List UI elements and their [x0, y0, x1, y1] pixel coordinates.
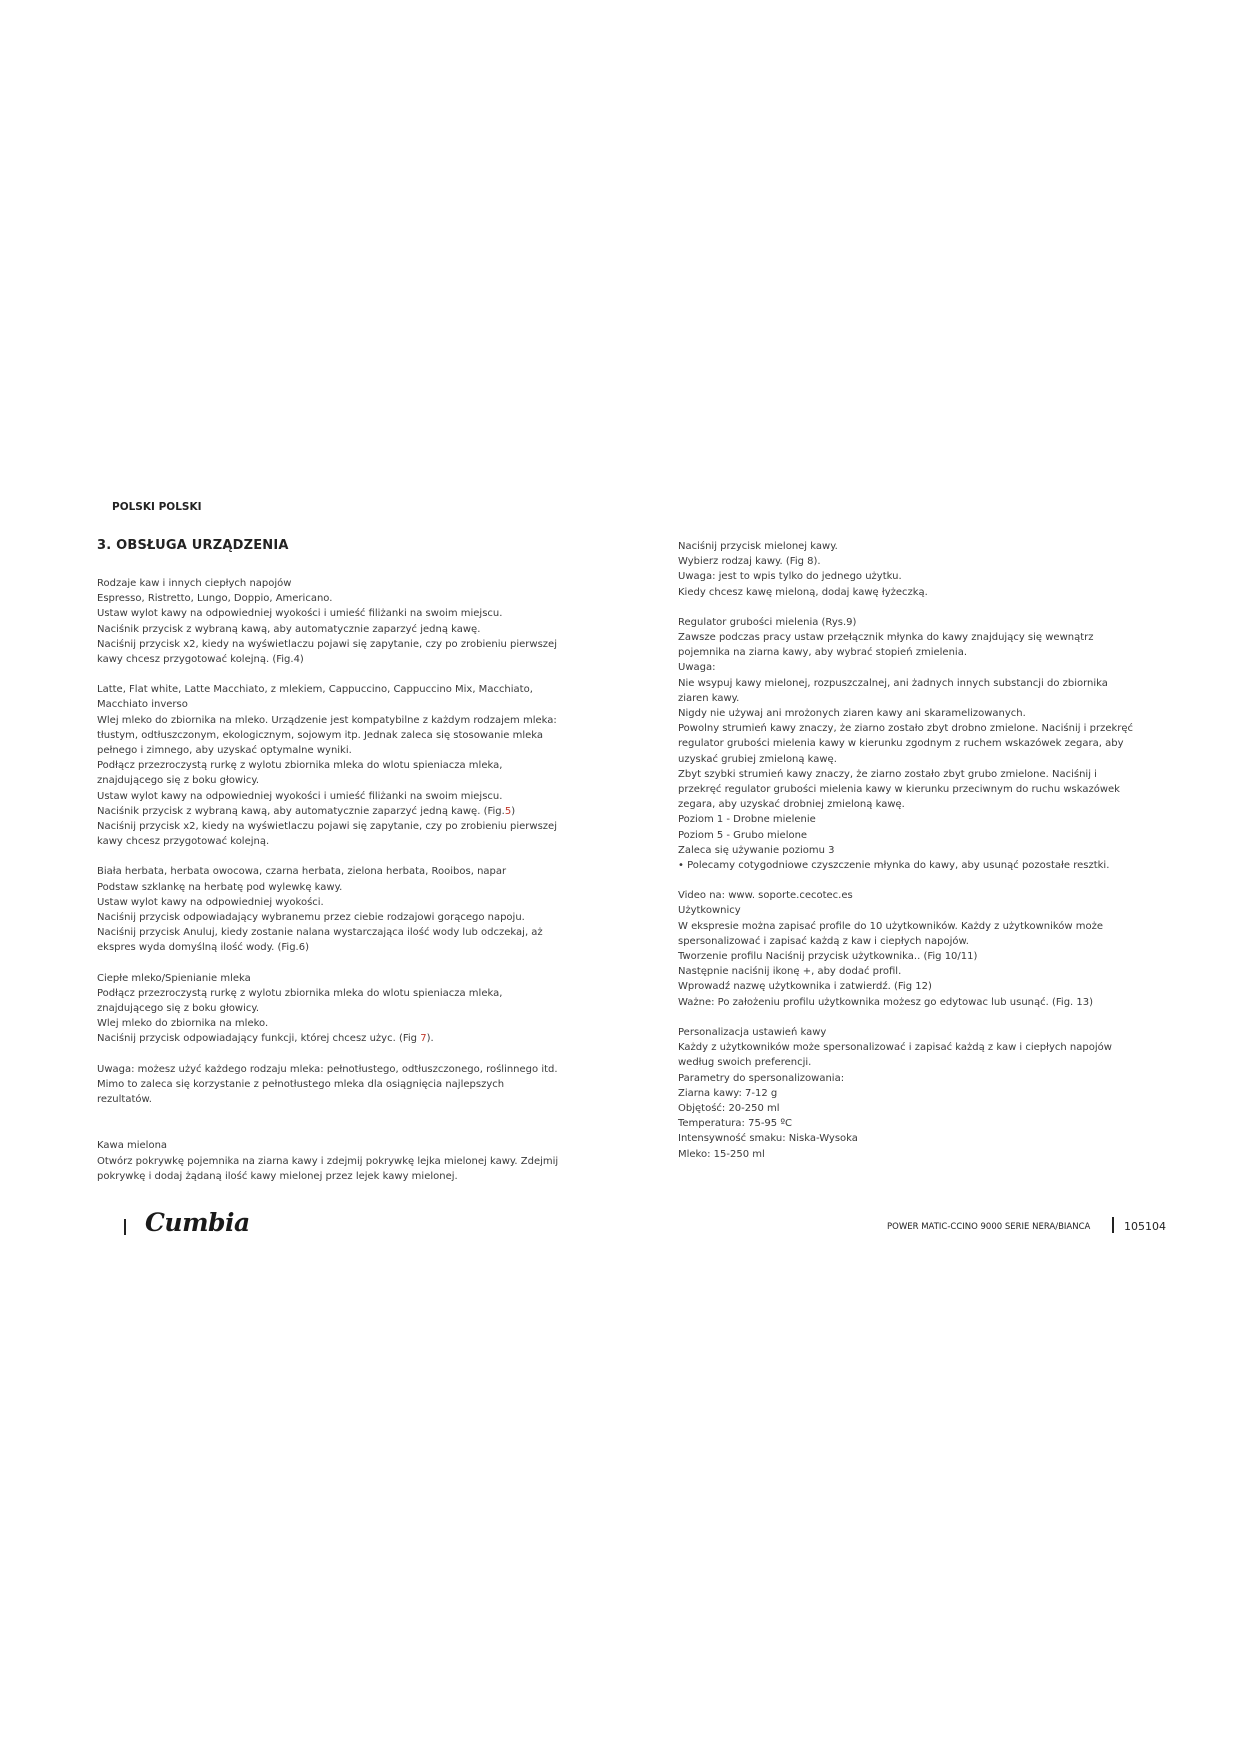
footer-separator: [1112, 1217, 1114, 1233]
paragraph: Zaleca się używanie poziomu 3: [678, 844, 835, 856]
right-column: [678, 539, 1140, 1162]
page-number: 105104: [1124, 1220, 1166, 1233]
paragraph: Uwaga: możesz użyć każdego rodzaju mleka: pełnotłustego, odtłuszczonego, roślinnego itd.: [97, 1063, 558, 1075]
paragraph: Powolny strumień kawy znaczy, że ziarno zostało zbyt drobno zmielone. Naciśnij i przekręć regulator grubości mielenia kawy w kierunku zgodnym z ruchem wskazówek zegara, aby uzyskać grubiej zmieloną kawę.: [678, 723, 1134, 765]
paragraph: Tworzenie profilu Naciśnij przycisk użytkownika.. (Fig 10/11): [678, 951, 978, 963]
section-title: 3. OBSŁUGA URZĄDZENIA: [97, 538, 289, 553]
paragraph: Biała herbata, herbata owocowa, czarna herbata, zielona herbata, Rooibos, napar: [97, 866, 507, 878]
paragraph: Wprowadź nazwę użytkownika i zatwierdź. (Fig 12): [678, 981, 932, 993]
text-span: Naciśnik przycisk z wybraną kawą, aby automatycznie zaparzyć jedną kawę. (Fig.: [97, 805, 505, 817]
paragraph: Latte, Flat white, Latte Macchiato, z mlekiem, Cappuccino, Cappuccino Mix, Macchiato, Macchiato inverso: [97, 684, 533, 711]
text-span: Naciśnij przycisk odpowiadający funkcji, której chcesz użyc. (Fig: [97, 1033, 421, 1045]
paragraph: Nigdy nie używaj ani mrożonych ziaren kawy ani skaramelizowanych.: [678, 708, 1026, 720]
paragraph: Użytkownicy: [678, 905, 741, 917]
paragraph: Podłącz przezroczystą rurkę z wylotu zbiornika mleka do wlotu spieniacza mleka, znajdującego się z boku głowicy.: [97, 987, 503, 1015]
paragraph: Espresso, Ristretto, Lungo, Doppio, Americano.: [97, 593, 333, 605]
paragraph: Podstaw szklankę na herbatę pod wylewkę kawy.: [97, 881, 343, 893]
paragraph: Ustaw wylot kawy na odpowiedniej wyokości i umieść filiżanki na swoim miejscu.: [97, 790, 503, 802]
paragraph: Podłącz przezroczystą rurkę z wylotu zbiornika mleka do wlotu spieniacza mleka, znajdującego się z boku głowicy.: [97, 760, 503, 787]
paragraph: Ważne: Po założeniu profilu użytkownika możesz go edytowac lub usunąć. (Fig. 13): [678, 996, 1094, 1008]
paragraph: Ciepłe mleko/Spienianie mleka: [97, 972, 251, 984]
footer-model-name: POWER MATIC-CCINO 9000 SERIE NERA/BIANCA: [887, 1222, 1091, 1232]
paragraph: W ekspresie można zapisać profile do 10 użytkowników. Każdy z użytkowników może spersonalizować i zapisać każdą z kaw i ciepłych napojów.: [678, 920, 1104, 947]
paragraph: Objętość: 20-250 ml: [678, 1102, 780, 1114]
paragraph: Wlej mleko do zbiornika na mleko.: [97, 1018, 269, 1030]
text-span: ): [511, 805, 516, 817]
paragraph: Zawsze podczas pracy ustaw przełącznik młynka do kawy znajdujący się wewnątrz pojemnika na ziarna kawy, aby wybrać stopień zmielenia.: [678, 632, 1094, 659]
paragraph: Kawa mielona: [97, 1140, 168, 1152]
paragraph: Ustaw wylot kawy na odpowiedniej wyokości.: [97, 896, 324, 908]
paragraph: Naciśnij przycisk odpowiadający wybranemu przez ciebie rodzajowi gorącego napoju.: [97, 912, 525, 924]
paragraph: Wlej mleko do zbiornika na mleko. Urządzenie jest kompatybilne z każdym rodzajem mleka: tłustym, odtłuszczonym, ekologicznym, sojowym itp. Jednak zaleca się stosowanie mleka pełnego i zimnego, aby uzyskać optymalne wyniki.: [97, 714, 557, 757]
paragraph: Naciśnij przycisk mielonej kawy.: [678, 541, 838, 552]
paragraph: Zbyt szybki strumień kawy znaczy, że ziarno zostało zbyt grubo zmielone. Naciśnij i przekręć regulator grubości mielenia kawy w kierunku przeciwnym do ruchu wskazówek zegara, aby uzyskać drobniej zmieloną kawę.: [678, 768, 1120, 811]
paragraph: Naciśnij przycisk x2, kiedy na wyświetlaczu pojawi się zapytanie, czy po zrobieniu pierwszej kawy chcesz przygotować kolejną.: [97, 821, 557, 848]
figure-reference: 7: [420, 1033, 427, 1045]
footer-divider: [124, 1219, 126, 1235]
paragraph: Otwórz pokrywkę pojemnika na ziarna kawy i zdejmij pokrywkę lejka mielonej kawy. Zdejmij pokrywkę i dodaj żądaną ilość kawy mielonej przez lejek kawy mielonej.: [97, 1155, 559, 1182]
paragraph: Poziom 5 - Grubo mielone: [678, 829, 808, 841]
paragraph: Naciśnij przycisk Anuluj, kiedy zostanie nalana wystarczająca ilość wody lub odczekaj, aż ekspres wyda domyślną ilość wody. (Fig.6): [97, 927, 543, 954]
paragraph: Mleko: 15-250 ml: [678, 1148, 765, 1160]
paragraph: Uwaga: jest to wpis tylko do jednego użytku.: [678, 571, 902, 583]
paragraph: Wybierz rodzaj kawy. (Fig 8).: [678, 556, 821, 568]
paragraph: • Polecamy cotygodniowe czyszczenie młynka do kawy, aby usunąć pozostałe resztki.: [678, 860, 1110, 872]
paragraph: Intensywność smaku: Niska-Wysoka: [678, 1133, 858, 1145]
paragraph: [97, 1031, 559, 1046]
text-span: ).: [426, 1033, 434, 1045]
figure-reference: 5: [504, 805, 512, 817]
paragraph: Video na: www. soporte.cecotec.es: [678, 890, 853, 902]
paragraph: Następnie naciśnij ikonę +, aby dodać profil.: [678, 966, 902, 978]
paragraph: Uwaga:: [678, 662, 716, 674]
paragraph: Parametry do spersonalizowania:: [678, 1072, 845, 1084]
paragraph: Mimo to zaleca się korzystanie z pełnotłustego mleka dla osiągnięcia najlepszych rezultatów.: [97, 1078, 505, 1106]
paragraph: Poziom 1 - Drobne mielenie: [678, 814, 816, 826]
paragraph: Ustaw wylot kawy na odpowiedniej wyokości i umieść filiżanki na swoim miejscu.: [97, 608, 503, 620]
paragraph: Kiedy chcesz kawę mieloną, dodaj kawę łyżeczką.: [678, 586, 928, 598]
language-label: POLSKI POLSKI: [112, 501, 202, 513]
paragraph: Nie wsypuj kawy mielonej, rozpuszczalnej, ani żadnych innych substancji do zbiornika ziaren kawy.: [678, 677, 1108, 704]
left-column: [97, 538, 559, 1184]
paragraph: Regulator grubości mielenia (Rys.9): [678, 616, 857, 628]
paragraph: Rodzaje kaw i innych ciepłych napojów: [97, 578, 292, 589]
paragraph: Naciśnij przycisk x2, kiedy na wyświetlaczu pojawi się zapytanie, czy po zrobieniu pierwszej kawy chcesz przygotować kolejną. (Fig.4): [97, 638, 557, 666]
brand-logo: Cumbia: [145, 1208, 250, 1237]
paragraph: Ziarna kawy: 7-12 g: [678, 1087, 778, 1099]
paragraph: Personalizacja ustawień kawy: [678, 1026, 827, 1038]
paragraph: [97, 804, 559, 819]
paragraph: Naciśnik przycisk z wybraną kawą, aby automatycznie zaparzyć jedną kawę.: [97, 623, 481, 635]
paragraph: Temperatura: 75-95 ºC: [678, 1118, 793, 1130]
paragraph: Każdy z użytkowników może spersonalizować i zapisać każdą z kaw i ciepłych napojów według swoich preferencji.: [678, 1042, 1112, 1069]
